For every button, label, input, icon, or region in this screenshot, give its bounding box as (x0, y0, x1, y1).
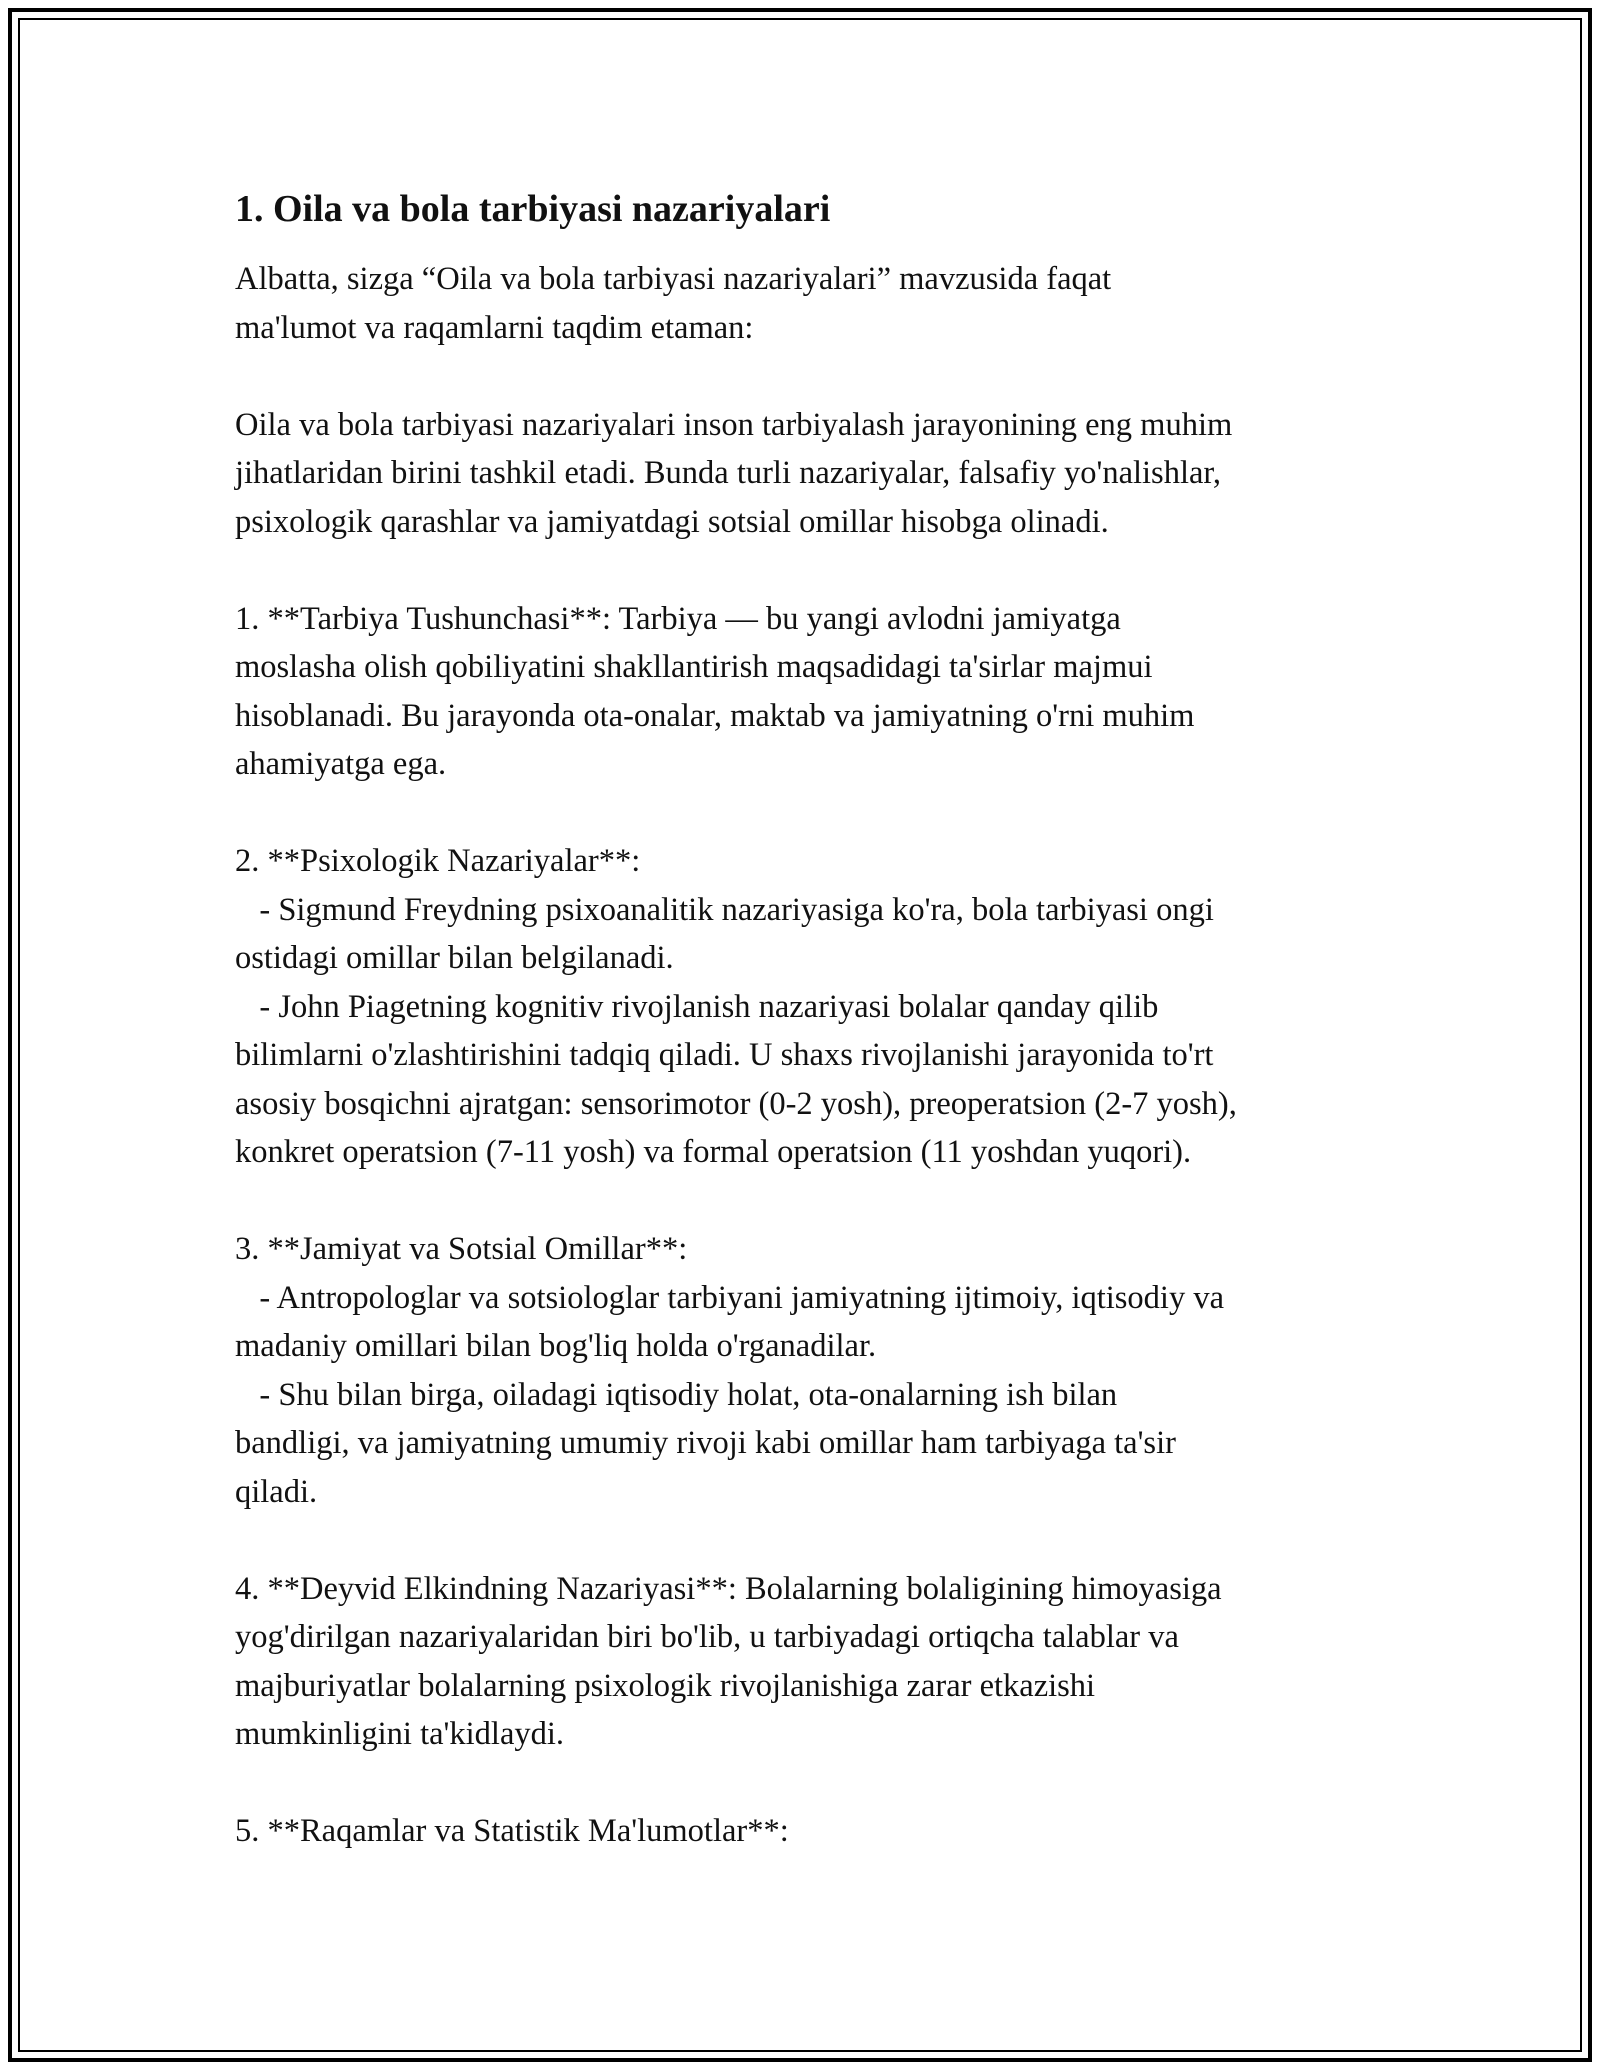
paragraph-spacer (235, 1516, 1385, 1565)
text-line: ostidagi omillar bilan belgilanadi. (235, 940, 674, 976)
paragraph (235, 1225, 1385, 1516)
paragraph-list (235, 255, 1385, 1856)
paragraph-spacer (235, 789, 1385, 838)
text-line: hisoblanadi. Bu jarayonda ota-onalar, maktab va jamiyatning o'rni muhim (235, 697, 1195, 734)
text-line: bilimlarni o'zlashtirishini tadqiq qiladi. U shaxs rivojlanishi jarayonida to'rt (235, 1037, 1214, 1073)
text-line: 2. **Psixologik Nazariyalar**: (235, 843, 641, 879)
paragraph (235, 837, 1385, 1177)
paragraph (235, 255, 1385, 352)
text-line: yog'dirilgan nazariyalaridan biri bo'lib, u tarbiyadagi ortiqcha talablar va (235, 1619, 1179, 1655)
text-line: mumkinligini ta'kidlaydi. (235, 1716, 565, 1752)
paragraph-spacer (235, 1177, 1385, 1226)
text-line: jihatlaridan birini tashkil etadi. Bunda turli nazariyalar, falsafiy yo'nalishlar, (235, 455, 1222, 491)
text-line: ma'lumot va raqamlarni taqdim etaman: (235, 309, 754, 346)
paragraph (235, 1807, 1385, 1856)
text-line: qiladi. (235, 1473, 318, 1510)
document-body (235, 185, 1385, 1856)
text-line: ahamiyatga ega. (235, 746, 447, 782)
text-line: 4. **Deyvid Elkindning Nazariyasi**: Bolalarning bolaligining himoyasiga (235, 1570, 1222, 1607)
paragraph (235, 1565, 1385, 1759)
text-line: - Shu bilan birga, oiladagi iqtisodiy holat, ota-onalarning ish bilan (235, 1376, 1118, 1413)
text-line: asosiy bosqichni ajratgan: sensorimotor (0-2 yosh), preoperatsion (2-7 yosh), (235, 1085, 1237, 1122)
text-line: bandligi, va jamiyatning umumiy rivoji kabi omillar ham tarbiyaga ta'sir (235, 1425, 1176, 1461)
text-line: Albatta, sizga “Oila va bola tarbiyasi nazariyalari” mavzusida faqat (235, 261, 1112, 297)
text-line: - Sigmund Freydning psixoanalitik nazariyasiga ko'ra, bola tarbiyasi ongi (235, 891, 1214, 928)
text-line: Oila va bola tarbiyasi nazariyalari inson tarbiyalash jarayonining eng muhim (235, 406, 1233, 443)
paragraph-spacer (235, 1759, 1385, 1808)
paragraph (235, 595, 1385, 789)
text-line: 3. **Jamiyat va Sotsial Omillar**: (235, 1231, 688, 1267)
text-line: moslasha olish qobiliyatini shakllantirish maqsadidagi ta'sirlar majmui (235, 649, 1153, 685)
text-line: madaniy omillari bilan bog'liq holda o'rganadilar. (235, 1328, 877, 1364)
paragraph (235, 401, 1385, 547)
text-line: - Antropologlar va sotsiologlar tarbiyani jamiyatning ijtimoiy, iqtisodiy va (235, 1279, 1225, 1316)
text-line: konkret operatsion (7-11 yosh) va formal operatsion (11 yoshdan yuqori). (235, 1134, 1192, 1170)
text-line: 5. **Raqamlar va Statistik Ma'lumotlar**: (235, 1813, 789, 1849)
text-line: psixologik qarashlar va jamiyatdagi sotsial omillar hisobga olinadi. (235, 503, 1109, 540)
document-heading: 1. Oila va bola tarbiyasi nazariyalari (235, 188, 831, 230)
text-line: 1. **Tarbiya Tushunchasi**: Tarbiya — bu yangi avlodni jamiyatga (235, 600, 1121, 637)
text-line: - John Piagetning kognitiv rivojlanish nazariyasi bolalar qanday qilib (235, 988, 1159, 1025)
paragraph-spacer (235, 352, 1385, 401)
paragraph-spacer (235, 546, 1385, 595)
text-line: majburiyatlar bolalarning psixologik rivojlanishiga zarar etkazishi (235, 1667, 1096, 1704)
